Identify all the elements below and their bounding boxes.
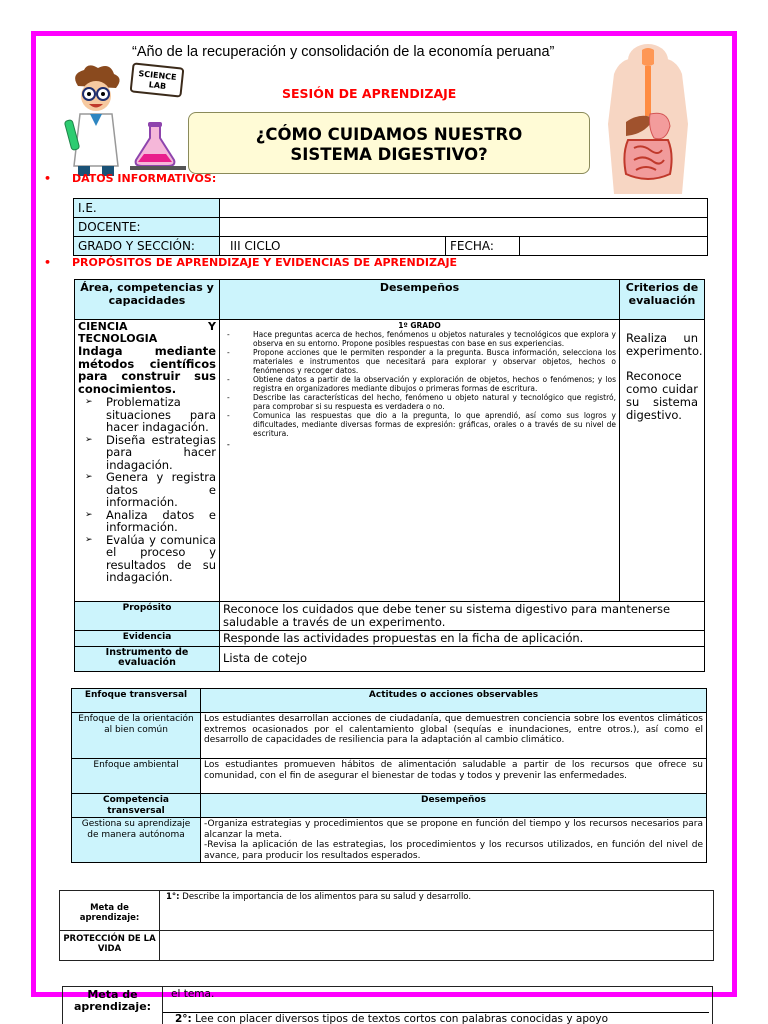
bullet-icon: • [44,256,52,269]
meta-1-text: Describe la importancia de los alimentos para su salud y desarrollo. [179,892,472,902]
proteccion-label: PROTECCIÓN DE LA VIDA [60,931,160,961]
meta-2-line [163,1012,709,1024]
enfoque-name: Enfoque ambiental [72,759,201,794]
list-item: ➢ Evalúa y comunica el proceso y resultados de su indagación. [78,534,216,584]
docente-label: DOCENTE: [74,218,220,237]
meta-table-2 [62,986,713,1024]
area-cell [75,320,220,602]
instrumento-value: Lista de cotejo [220,647,705,672]
criterio-2: Reconoce como cuidar su sistema digestivo. [626,369,698,422]
evidencia-label: Evidencia [75,631,220,647]
list-item: - Describe las características del hecho, fenómeno u objeto natural y tecnológico que registró, para comprobar si su respuesta es verdadera o no. [223,393,616,411]
col-area: Área, competencias y capacidades [75,280,220,320]
meta-2-text: Lee con placer diversos tipos de textos cortos con palabras conocidas y apoyo [191,1013,609,1024]
competencia-transversal-name: Gestiona su aprendizaje de manera autónoma [72,818,201,863]
lesson-title-line2: SISTEMA DIGESTIVO? [290,145,488,164]
meta-label: Meta de aprendizaje: [60,891,160,931]
grado-label: GRADO Y SECCIÓN: [74,237,220,256]
list-item: - Hace preguntas acerca de hechos, fenómenos u objetos naturales y tecnológicos que explora y observa en su entorno. Propone posibles respuestas con base en sus experiencias. [223,330,616,348]
propositos-table [74,279,705,672]
meta-1-number: 1°: [166,892,180,902]
competencia-line-2: -Revisa la aplicación de las estrategias, los procedimientos y los recursos utilizados, en función del nivel de avance, para producir los resultados esperados. [204,840,703,861]
grado-heading: 1º GRADO [398,321,441,330]
col-actitudes: Actitudes o acciones observables [201,689,707,713]
fecha-value[interactable] [520,237,708,256]
list-item: - Propone acciones que le permiten responder a la pregunta. Busca información, selecciona los materiales e instrumentos que necesitará para explorar y observar objetos, hechos o fenómenos y recoger datos. [223,348,616,375]
evidencia-value: Responde las actividades propuestas en la ficha de aplicación. [220,631,705,647]
propositos-heading [44,256,457,269]
lesson-title-line1: ¿CÓMO CUIDAMOS NUESTRO [255,125,523,144]
meta-1 [160,891,714,931]
list-item: ➢ Genera y registra datos e información. [78,471,216,509]
fecha-label: FECHA: [446,237,520,256]
meta-1-empty [160,931,714,961]
col-competencia: Competencia transversal [72,794,201,818]
col-criterios: Criterios de evaluación [620,280,705,320]
criterios-cell [620,320,705,602]
criterio-1: Realiza un experimento. [626,331,703,358]
datos-heading-text: DATOS INFORMATIVOS: [72,172,217,185]
datos-table [73,198,708,256]
col-enfoque: Enfoque transversal [72,689,201,713]
docente-value[interactable] [220,218,708,237]
datos-heading [44,172,216,185]
sign-text-1: SCIENCE [138,69,177,82]
list-item: ➢ Diseña estrategias para hacer indagación. [78,434,216,472]
proposito-label: Propósito [75,602,220,631]
enfoque-text: Los estudiantes desarrollan acciones de ciudadanía, que demuestren conciencia sobre los eventos climáticos extremos ocasionados por el calentamiento global (sequías e inundaciones, entre otros.), así como el desarrollo de capacidades de resiliencia para la adaptación al cambio climático. [201,713,707,759]
col-desempenos: Desempeños [220,280,620,320]
lesson-title-box [188,112,590,174]
year-title: “Año de la recuperación y consolidación de la economía peruana” [132,44,555,60]
capacidades-list [78,396,216,584]
list-item: ➢ Problematiza situaciones para hacer indagación. [78,396,216,434]
enfoque-name: Enfoque de la orientación al bien común [72,713,201,759]
competencia-name: Indaga mediante métodos científicos para construir sus conocimientos. [78,344,216,396]
meta-2-label: Meta de aprendizaje: [63,987,163,1024]
meta-2-number: 2°: [175,1013,192,1024]
session-title: SESIÓN DE APRENDIZAJE [282,86,457,101]
meta-2-cell [163,987,713,1024]
list-item: - Comunica las respuestas que dio a la pregunta, lo que aprendió, así como sus logros y dificultades, mediante diversas formas de expresión: gráficas, orales o a través de su nivel de escritura. [223,411,616,438]
meta-table [59,890,714,961]
propositos-heading-text: PROPÓSITOS DE APRENDIZAJE Y EVIDENCIAS DE APRENDIZAJE [72,256,458,269]
area-name: CIENCIA Y TECNOLOGIA [78,320,216,345]
meta-2-continuation: el tema. [171,988,215,1000]
desempenos-cell [220,320,620,602]
ie-value[interactable] [220,199,708,218]
list-item: - Obtiene datos a partir de la observación y exploración de objetos, hechos o fenómenos; y los registra en organizadores mediante dibujos o primeras formas de escritura. [223,375,616,393]
enfoques-table [71,688,707,863]
digestive-system-illustration [596,44,700,200]
ie-label: I.E. [74,199,220,218]
bullet-icon: • [44,172,52,185]
grado-value: III CICLO [220,237,446,256]
proposito-value: Reconoce los cuidados que debe tener su sistema digestivo para mantenerse saludable a través de un experimento. [220,602,705,631]
instrumento-label: Instrumento de evaluación [75,647,220,672]
competencia-line-1: -Organiza estrategias y procedimientos que se propone en función del tiempo y los recursos necesarios para alcanzar la meta. [204,819,703,840]
enfoque-text: Los estudiantes promueven hábitos de alimentación saludable a partir de los recursos que ofrece su comunidad, con el fin de asegurar el bienestar de todas y todos y prevenir las enfermedades. [201,759,707,794]
col-competencia-desempenos: Desempeños [201,794,707,818]
science-lab-illustration [64,62,196,182]
list-item: ➢ Analiza datos e información. [78,509,216,534]
sign-text-2: LAB [148,80,167,91]
competencia-desempenos [201,818,707,863]
